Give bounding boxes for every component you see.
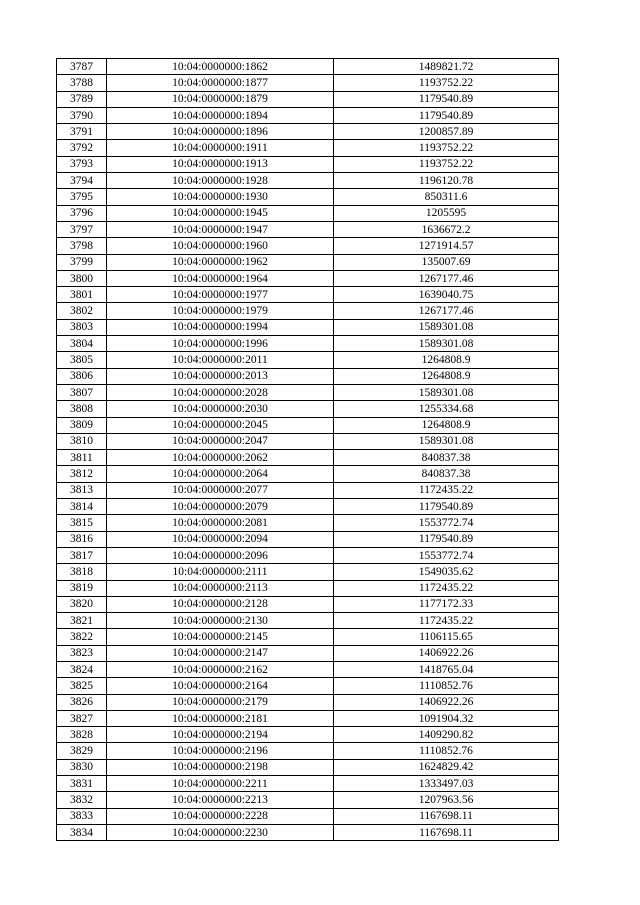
cadastral-number-cell: 10:04:0000000:1911	[107, 140, 334, 156]
row-number-cell: 3787	[57, 59, 107, 75]
table-row	[57, 107, 559, 123]
cadastral-number-cell: 10:04:0000000:1913	[107, 156, 334, 172]
cadastral-number-cell: 10:04:0000000:2228	[107, 808, 334, 824]
row-number-cell: 3795	[57, 189, 107, 205]
cadastral-number-cell: 10:04:0000000:1994	[107, 319, 334, 335]
table-row	[57, 661, 559, 677]
value-cell: 840837.38	[334, 466, 559, 482]
value-cell: 1589301.08	[334, 319, 559, 335]
table-row	[57, 254, 559, 270]
table-row	[57, 384, 559, 400]
table-row	[57, 531, 559, 547]
table-row	[57, 205, 559, 221]
cadastral-number-cell: 10:04:0000000:2194	[107, 727, 334, 743]
cadastral-number-cell: 10:04:0000000:1877	[107, 75, 334, 91]
cadastral-number-cell: 10:04:0000000:2013	[107, 368, 334, 384]
table-row	[57, 417, 559, 433]
value-cell: 1110852.76	[334, 678, 559, 694]
row-number-cell: 3823	[57, 645, 107, 661]
value-cell: 1264808.9	[334, 417, 559, 433]
row-number-cell: 3827	[57, 710, 107, 726]
cadastral-number-cell: 10:04:0000000:2011	[107, 352, 334, 368]
cadastral-number-cell: 10:04:0000000:1894	[107, 107, 334, 123]
value-cell: 1553772.74	[334, 515, 559, 531]
row-number-cell: 3801	[57, 287, 107, 303]
row-number-cell: 3830	[57, 759, 107, 775]
value-cell: 1589301.08	[334, 336, 559, 352]
row-number-cell: 3819	[57, 580, 107, 596]
value-cell: 1179540.89	[334, 499, 559, 515]
table-row	[57, 287, 559, 303]
table-row	[57, 189, 559, 205]
row-number-cell: 3800	[57, 270, 107, 286]
row-number-cell: 3820	[57, 596, 107, 612]
table-row	[57, 499, 559, 515]
cadastral-number-cell: 10:04:0000000:1979	[107, 303, 334, 319]
table-row	[57, 580, 559, 596]
row-number-cell: 3802	[57, 303, 107, 319]
table-row	[57, 401, 559, 417]
row-number-cell: 3811	[57, 450, 107, 466]
value-cell: 840837.38	[334, 450, 559, 466]
cadastral-number-cell: 10:04:0000000:2230	[107, 824, 334, 840]
value-cell: 850311.6	[334, 189, 559, 205]
row-number-cell: 3792	[57, 140, 107, 156]
cadastral-number-cell: 10:04:0000000:2064	[107, 466, 334, 482]
row-number-cell: 3788	[57, 75, 107, 91]
row-number-cell: 3794	[57, 173, 107, 189]
cadastral-number-cell: 10:04:0000000:2030	[107, 401, 334, 417]
row-number-cell: 3812	[57, 466, 107, 482]
row-number-cell: 3815	[57, 515, 107, 531]
cadastral-number-cell: 10:04:0000000:2181	[107, 710, 334, 726]
cadastral-number-cell: 10:04:0000000:2198	[107, 759, 334, 775]
value-cell: 1207963.56	[334, 792, 559, 808]
row-number-cell: 3798	[57, 238, 107, 254]
value-cell: 1409290.82	[334, 727, 559, 743]
table-row	[57, 303, 559, 319]
cadastral-number-cell: 10:04:0000000:2077	[107, 482, 334, 498]
table-row	[57, 596, 559, 612]
table-row	[57, 547, 559, 563]
value-cell: 1179540.89	[334, 531, 559, 547]
table-row	[57, 319, 559, 335]
value-cell: 1333497.03	[334, 776, 559, 792]
table-row	[57, 221, 559, 237]
table-row	[57, 352, 559, 368]
table-row	[57, 727, 559, 743]
cadastral-number-cell: 10:04:0000000:2196	[107, 743, 334, 759]
value-cell: 1193752.22	[334, 140, 559, 156]
table-row	[57, 450, 559, 466]
value-cell: 1196120.78	[334, 173, 559, 189]
table-row	[57, 270, 559, 286]
cadastral-number-cell: 10:04:0000000:2179	[107, 694, 334, 710]
table-row	[57, 824, 559, 840]
cadastral-number-cell: 10:04:0000000:2145	[107, 629, 334, 645]
table-row	[57, 678, 559, 694]
table-row	[57, 466, 559, 482]
table-row	[57, 629, 559, 645]
row-number-cell: 3822	[57, 629, 107, 645]
row-number-cell: 3825	[57, 678, 107, 694]
row-number-cell: 3814	[57, 499, 107, 515]
row-number-cell: 3809	[57, 417, 107, 433]
data-table	[56, 58, 559, 841]
cadastral-number-cell: 10:04:0000000:2113	[107, 580, 334, 596]
cadastral-number-cell: 10:04:0000000:1996	[107, 336, 334, 352]
row-number-cell: 3813	[57, 482, 107, 498]
table-row	[57, 613, 559, 629]
value-cell: 1406922.26	[334, 694, 559, 710]
cadastral-number-cell: 10:04:0000000:1960	[107, 238, 334, 254]
value-cell: 1489821.72	[334, 59, 559, 75]
value-cell: 1264808.9	[334, 368, 559, 384]
value-cell: 1264808.9	[334, 352, 559, 368]
cadastral-number-cell: 10:04:0000000:2045	[107, 417, 334, 433]
value-cell: 1200857.89	[334, 124, 559, 140]
cadastral-number-cell: 10:04:0000000:2047	[107, 433, 334, 449]
row-number-cell: 3807	[57, 384, 107, 400]
row-number-cell: 3829	[57, 743, 107, 759]
cadastral-number-cell: 10:04:0000000:2081	[107, 515, 334, 531]
cadastral-number-cell: 10:04:0000000:1962	[107, 254, 334, 270]
row-number-cell: 3791	[57, 124, 107, 140]
row-number-cell: 3821	[57, 613, 107, 629]
value-cell: 1267177.46	[334, 270, 559, 286]
row-number-cell: 3810	[57, 433, 107, 449]
value-cell: 1172435.22	[334, 580, 559, 596]
row-number-cell: 3799	[57, 254, 107, 270]
table-row	[57, 433, 559, 449]
value-cell: 1106115.65	[334, 629, 559, 645]
value-cell: 1267177.46	[334, 303, 559, 319]
cadastral-number-cell: 10:04:0000000:2094	[107, 531, 334, 547]
value-cell: 1271914.57	[334, 238, 559, 254]
table-row	[57, 743, 559, 759]
value-cell: 1179540.89	[334, 107, 559, 123]
value-cell: 1193752.22	[334, 75, 559, 91]
table-row	[57, 482, 559, 498]
row-number-cell: 3828	[57, 727, 107, 743]
table-row	[57, 238, 559, 254]
value-cell: 1255334.68	[334, 401, 559, 417]
table-row	[57, 173, 559, 189]
row-number-cell: 3834	[57, 824, 107, 840]
cadastral-number-cell: 10:04:0000000:2147	[107, 645, 334, 661]
row-number-cell: 3832	[57, 792, 107, 808]
value-cell: 1549035.62	[334, 564, 559, 580]
value-cell: 1177172.33	[334, 596, 559, 612]
cadastral-number-cell: 10:04:0000000:2164	[107, 678, 334, 694]
cadastral-number-cell: 10:04:0000000:2213	[107, 792, 334, 808]
value-cell: 1193752.22	[334, 156, 559, 172]
row-number-cell: 3817	[57, 547, 107, 563]
table-row	[57, 776, 559, 792]
cadastral-number-cell: 10:04:0000000:2111	[107, 564, 334, 580]
value-cell: 1589301.08	[334, 384, 559, 400]
row-number-cell: 3816	[57, 531, 107, 547]
table-row	[57, 124, 559, 140]
row-number-cell: 3818	[57, 564, 107, 580]
table-row	[57, 75, 559, 91]
row-number-cell: 3789	[57, 91, 107, 107]
cadastral-number-cell: 10:04:0000000:1862	[107, 59, 334, 75]
cadastral-number-cell: 10:04:0000000:2096	[107, 547, 334, 563]
row-number-cell: 3833	[57, 808, 107, 824]
value-cell: 1624829.42	[334, 759, 559, 775]
row-number-cell: 3790	[57, 107, 107, 123]
table-body	[57, 59, 559, 841]
value-cell: 1636672.2	[334, 221, 559, 237]
table-row	[57, 694, 559, 710]
table-row	[57, 140, 559, 156]
table-row	[57, 792, 559, 808]
row-number-cell: 3803	[57, 319, 107, 335]
cadastral-number-cell: 10:04:0000000:1928	[107, 173, 334, 189]
row-number-cell: 3797	[57, 221, 107, 237]
row-number-cell: 3805	[57, 352, 107, 368]
value-cell: 1179540.89	[334, 91, 559, 107]
table-row	[57, 564, 559, 580]
table-row	[57, 515, 559, 531]
cadastral-number-cell: 10:04:0000000:1896	[107, 124, 334, 140]
row-number-cell: 3796	[57, 205, 107, 221]
value-cell: 1167698.11	[334, 808, 559, 824]
table-row	[57, 710, 559, 726]
value-cell: 1172435.22	[334, 482, 559, 498]
table-row	[57, 156, 559, 172]
row-number-cell: 3808	[57, 401, 107, 417]
value-cell: 1553772.74	[334, 547, 559, 563]
cadastral-number-cell: 10:04:0000000:2128	[107, 596, 334, 612]
cadastral-number-cell: 10:04:0000000:1945	[107, 205, 334, 221]
row-number-cell: 3804	[57, 336, 107, 352]
value-cell: 1091904.32	[334, 710, 559, 726]
row-number-cell: 3826	[57, 694, 107, 710]
row-number-cell: 3793	[57, 156, 107, 172]
cadastral-number-cell: 10:04:0000000:1964	[107, 270, 334, 286]
value-cell: 1205595	[334, 205, 559, 221]
table-row	[57, 336, 559, 352]
value-cell: 135007.69	[334, 254, 559, 270]
value-cell: 1172435.22	[334, 613, 559, 629]
cadastral-number-cell: 10:04:0000000:2028	[107, 384, 334, 400]
cadastral-number-cell: 10:04:0000000:1930	[107, 189, 334, 205]
cadastral-number-cell: 10:04:0000000:1947	[107, 221, 334, 237]
table-row	[57, 368, 559, 384]
value-cell: 1589301.08	[334, 433, 559, 449]
cadastral-number-cell: 10:04:0000000:1977	[107, 287, 334, 303]
value-cell: 1418765.04	[334, 661, 559, 677]
cadastral-number-cell: 10:04:0000000:2062	[107, 450, 334, 466]
cadastral-number-cell: 10:04:0000000:2211	[107, 776, 334, 792]
cadastral-number-cell: 10:04:0000000:2162	[107, 661, 334, 677]
table-row	[57, 808, 559, 824]
table-row	[57, 645, 559, 661]
value-cell: 1167698.11	[334, 824, 559, 840]
cadastral-number-cell: 10:04:0000000:1879	[107, 91, 334, 107]
value-cell: 1110852.76	[334, 743, 559, 759]
value-cell: 1406922.26	[334, 645, 559, 661]
row-number-cell: 3831	[57, 776, 107, 792]
row-number-cell: 3824	[57, 661, 107, 677]
cadastral-number-cell: 10:04:0000000:2130	[107, 613, 334, 629]
table-row	[57, 91, 559, 107]
cadastral-number-cell: 10:04:0000000:2079	[107, 499, 334, 515]
table-row	[57, 59, 559, 75]
value-cell: 1639040.75	[334, 287, 559, 303]
row-number-cell: 3806	[57, 368, 107, 384]
table-row	[57, 759, 559, 775]
